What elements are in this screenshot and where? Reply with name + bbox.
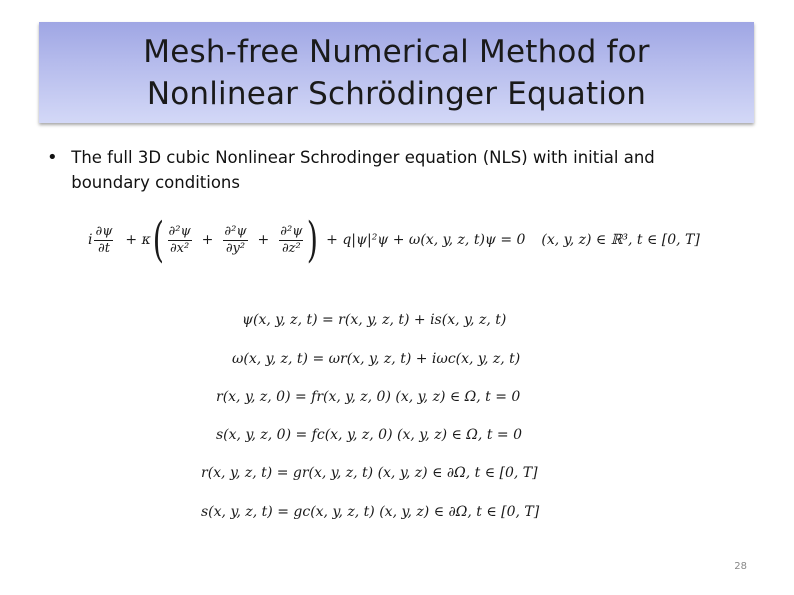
bullet-item	[47, 145, 727, 195]
eq-frac-d2psi-dy2	[223, 224, 247, 257]
frac-denominator: ∂y²	[225, 240, 246, 256]
slide-title-line-2: Nonlinear Schrödinger Equation	[146, 75, 647, 112]
frac-denominator: ∂x²	[169, 240, 190, 256]
right-paren: )	[307, 212, 319, 268]
frac-numerator: ∂ψ	[95, 223, 113, 239]
equation-omega-decomposition: ω(x, y, z, t) = ωr(x, y, z, t) + iωc(x, y, z, t)	[232, 351, 521, 367]
eq-frac-d2psi-dz2	[279, 224, 303, 257]
eq-frac-dpsi-dt	[94, 224, 113, 257]
frac-denominator: ∂z²	[281, 240, 301, 256]
equation-initial-r: r(x, y, z, 0) = fr(x, y, z, 0) (x, y, z) ∈ Ω, t = 0	[216, 389, 521, 405]
eq-frac-d2psi-dx2	[168, 224, 192, 257]
equation-initial-s: s(x, y, z, 0) = fc(x, y, z, 0) (x, y, z) ∈ Ω, t = 0	[216, 427, 522, 443]
slide-title-bar	[39, 22, 754, 123]
slide-title-line-1: Mesh-free Numerical Method for	[143, 33, 650, 70]
left-paren: (	[152, 212, 164, 268]
equation-boundary-r: r(x, y, z, t) = gr(x, y, z, t) (x, y, z) ∈ ∂Ω, t ∈ [0, T]	[201, 465, 538, 481]
frac-denominator: ∂t	[97, 240, 110, 256]
eq-domain: (x, y, z) ∈ ℝ³, t ∈ [0, T]	[541, 232, 700, 248]
frac-numerator: ∂²ψ	[224, 223, 247, 239]
eq-plus-kappa: + κ	[125, 232, 151, 248]
eq-tail: + q|ψ|²ψ + ω(x, y, z, t)ψ = 0	[326, 232, 526, 248]
equation-boundary-s: s(x, y, z, t) = gc(x, y, z, t) (x, y, z) ∈ ∂Ω, t ∈ [0, T]	[201, 504, 540, 520]
frac-numerator: ∂²ψ	[280, 223, 303, 239]
frac-numerator: ∂²ψ	[168, 223, 191, 239]
bullet-marker: •	[47, 147, 58, 168]
bullet-text: The full 3D cubic Nonlinear Schrodinger equation (NLS) with initial and boundary conditions	[71, 148, 655, 192]
eq-lead-i: i	[88, 232, 93, 248]
nls-main-equation: i $\frac{\partial\psi}{\partial t}$ + κ ( $\frac{\text{∂²ψ}}{\text{∂x²}}$ + $\frac{\text{∂²ψ}}{\text{∂y²}}$ + $\frac{\text{∂²ψ}}{\text{∂z²}}$ ) + q|ψ|²ψ + ω(x, y, z, t)ψ = 0 (x, y, z) ∈ ℝ³, t ∈ [0, T]	[88, 212, 700, 268]
equation-psi-decomposition: ψ(x, y, z, t) = r(x, y, z, t) + is(x, y, z, t)	[242, 312, 507, 328]
page-number: 28	[734, 561, 747, 572]
